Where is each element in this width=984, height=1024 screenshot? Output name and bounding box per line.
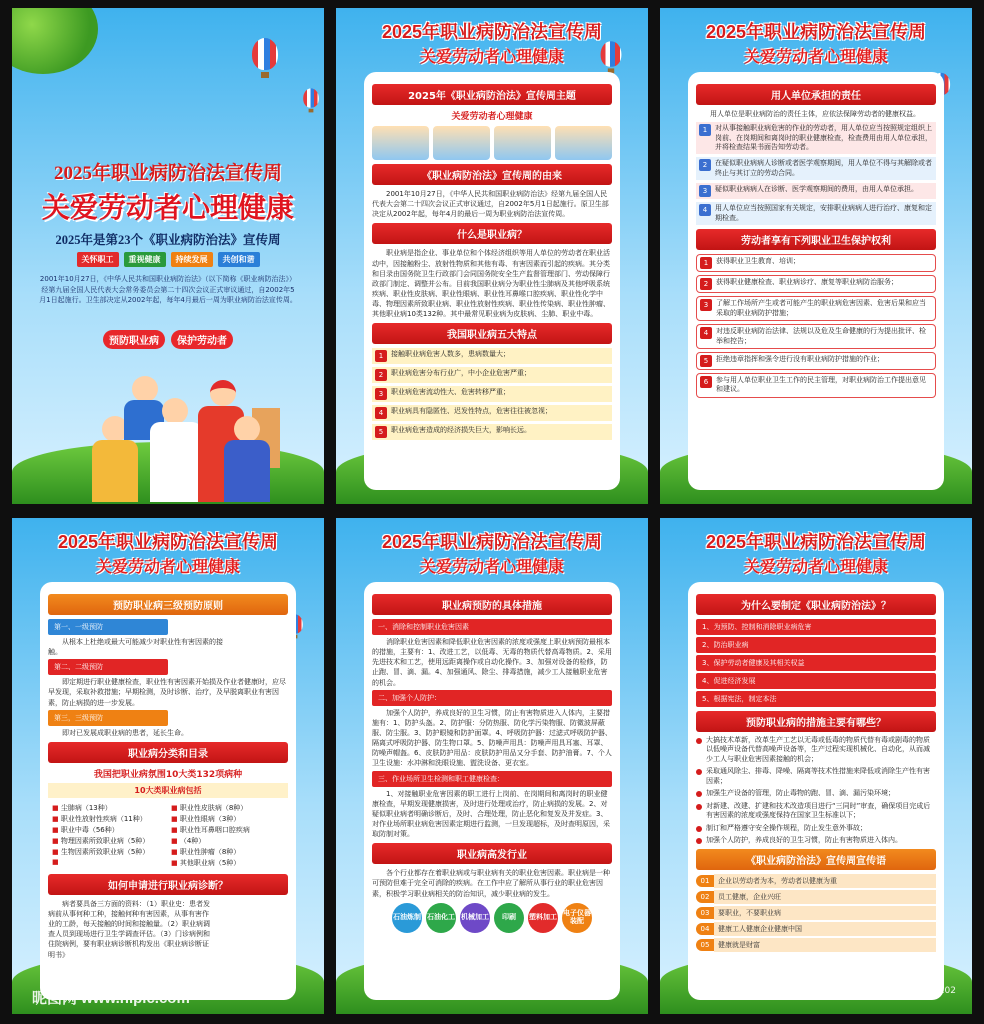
measure-item (696, 802, 936, 821)
item-text: 接触职业病危害人数多，患病数量大； (391, 350, 510, 359)
item-number: 2 (375, 369, 387, 381)
item-number: 1 (375, 350, 387, 362)
measure-item (696, 789, 936, 798)
section-bar: 什么是职业病？ (372, 223, 612, 244)
feature-item (372, 424, 612, 440)
section-bar: 《职业病防治法》宣传周的由来 (372, 164, 612, 185)
measure-item (696, 767, 936, 786)
definition-text: 职业病是指企业、事业单位和个体经济组织等用人单位的劳动者在职业活动中，因接触粉尘、放射性物质和其他有毒、有害因素而引起的疾病。其分类和目录由国务院卫生行政部门会同国务院安全生产监督管理部门、劳动保障行政部门制定、调整并公布。目前我国职业病分为职业性尘肺病及其他呼吸系统疾病、职业性皮肤病、职业性眼病、职业性耳鼻喉口腔疾病、职业性化学中毒、物理因素所致职业病、职业性放射性疾病、职业性传染病、职业性肿瘤、其他职业病10类132种。其中最常见职业病为皮肤病、尘肺、职业中毒。 (372, 249, 610, 319)
purpose-item: 3、保护劳动者健康及其相关权益 (696, 655, 936, 671)
category-item: ■ 尘肺病（13种） (52, 803, 165, 813)
category-item: ■ 职业性放射性疾病（11种） (52, 814, 165, 824)
theme-panel (336, 8, 648, 504)
balloon-icon (252, 38, 278, 70)
item-text: 在疑似职业病病人诊断或者医学观察期间，用人单位不得与其解除或者终止与其订立的劳动合同。 (715, 159, 932, 177)
item-number: 4 (699, 204, 711, 216)
tag: 共创和谐 (218, 252, 260, 267)
content-card (688, 72, 944, 490)
content-card (364, 72, 620, 490)
panel-subtitle: 关爱劳动者心理健康 (743, 559, 888, 576)
cover-panel (12, 8, 324, 504)
purpose-item: 1、为预防、控制和消除职业病危害 (696, 619, 936, 635)
section-bar: 用人单位承担的责任 (696, 84, 936, 105)
purpose-item: 2、防治职业病 (696, 637, 936, 653)
theme-illustrations (372, 126, 612, 160)
cover-description: 2001年10月27日，《中华人民共和国职业病防治法》（以下简称《职业病防治法》）经第九届全国人民代表大会常务委员会第二十四次会议正式审议通过，自2002年5月1日起施行。卫生部决定从2002年起，每年4月最后一周为职业病防治法宣传周。 (39, 275, 297, 304)
cover-title: 2025年职业病防治法宣传周 (53, 163, 282, 184)
slogan-text: 健康就是财富 (714, 938, 936, 952)
slogan-number: 01 (696, 875, 714, 887)
panel-subtitle: 关爱劳动者心理健康 (419, 559, 564, 576)
level-text: 从根本上杜绝或最大可能减少对职业性有害因素的接触。 (48, 638, 223, 657)
right-item (696, 373, 936, 398)
category-item: ■ 其他职业病（5种） (171, 858, 284, 868)
cover-headline: 关爱劳动者心理健康 (41, 193, 294, 224)
slogan-row (696, 938, 936, 952)
bullet-icon (696, 738, 702, 744)
doctor-body (150, 422, 202, 502)
panel-title: 2025年职业病防治法宣传周 (57, 532, 279, 552)
measures-panel (336, 518, 648, 1014)
bullet-icon (696, 826, 702, 832)
bullet-icon (696, 838, 702, 844)
level-label: 第一、一级预防 (48, 619, 168, 635)
category-item: ■ （4种） (171, 836, 284, 846)
industry-badge: 电子仪器装配 (562, 903, 592, 933)
slogan-number: 05 (696, 939, 714, 951)
illustration-image (494, 126, 551, 160)
bullet-icon (696, 791, 702, 797)
item-text: 拒绝违章指挥和强令进行没有职业病防护措施的作业； (716, 354, 884, 363)
theme-subtitle: 关爱劳动者心理健康 (451, 112, 533, 122)
slogan-number: 04 (696, 923, 714, 935)
image-id-text: ID:35222700 NO:20250419170905540102 (763, 986, 956, 997)
measure-item (696, 736, 936, 764)
level-label: 第二、二级预防 (48, 659, 168, 675)
feature-item (372, 386, 612, 402)
industry-badge: 塑料加工 (528, 903, 558, 933)
illustration-image (555, 126, 612, 160)
industry-text: 各个行业都存在着职业病或与职业病有关的职业危害因素。职业病是一种可预防但难于完全可消除的疾病。在工作中应了解所从事行业的职业危害因素，积极学习职业病相关的防治知识，减少职业病的发生。 (372, 869, 610, 898)
section-bar: 如何申请进行职业病诊断？ (48, 874, 288, 895)
nurse-head (234, 416, 260, 442)
prevention-panel (12, 518, 324, 1014)
item-number: 2 (700, 278, 712, 290)
item-text: 加强个人防护，养成良好的卫生习惯，防止有害物质进入体内。 (706, 835, 902, 844)
bullet-icon (696, 804, 702, 810)
bullet-icon (696, 769, 702, 775)
industry-circles (372, 903, 612, 933)
category-item: ■ 职业性眼病（3种） (171, 814, 284, 824)
section-bar: 预防职业病的措施主要有哪些？ (696, 711, 936, 732)
slogan-row (696, 874, 936, 888)
diagnosis-text: 病者要具备三方面的资料：（1）职业史：患者发病前从事何种工种，接触何种有害因素，从事有害作业的工龄，每天接触的时间和接触量。（2）职业病调查人员到现场进行卫生学调查评估。（3）门诊病例和住院病例，要有职业病诊断机构发出《职业病诊断证明书》 (48, 899, 210, 959)
item-text: 对从事接触职业病危害的作业的劳动者，用人单位应当按照规定组织上岗前、在岗期间和离岗时的职业健康检查，检查费用由用人单位承担，并将检查结果书面告知劳动者。 (715, 124, 932, 152)
level-text: 即对已发展成职业病的患者，延长生命。 (62, 728, 188, 737)
industry-badge: 石油炼制 (392, 903, 422, 933)
responsibility-panel (660, 8, 972, 504)
illustration-image (433, 126, 490, 160)
measure-text: 加强个人防护，养成良好的卫生习惯，防止有害物质进入人体内，主要措施有：1、防护头盔。2、防护服：分防热服、防化学污染物服、防微波屏蔽服、防尘服。3、防护眼镜和防护面罩。4、呼吸防护器：过滤式呼吸防护器、隔离式呼吸防护器、防生物口罩。5、防噪声用具：防噪声用具耳塞、耳罩、防噪声帽盔。6、皮肤防护用品：皮肤防护用品又分手套、防护油膏。7、个人卫生设施：水冲淋和洗眼设施、盥洗设备、更衣室。 (372, 708, 612, 768)
law-purpose-panel (660, 518, 972, 1014)
tag: 持续发展 (171, 252, 213, 267)
slogan-text: 企业以劳动者为本，劳动者以健康为重 (714, 874, 936, 888)
item-text: 大搞技术革新，改革生产工艺以无毒或低毒的物质代替有毒或剧毒的物质以低噪声设备代替高噪声设备等，生产过程实现机械化、自动化，从而减少工人与职业危害因素接触的机会； (706, 736, 930, 763)
section-bar: 《职业病防治法》宣传周宣传语 (696, 849, 936, 870)
cover-tags (12, 252, 324, 267)
item-number: 6 (700, 376, 712, 388)
item-text: 获得职业卫生教育、培训； (716, 257, 800, 266)
right-item (696, 324, 936, 349)
category-headline: 我国把职业病氛围10大类132项病种 (93, 769, 243, 780)
item-text: 采取通风除尘、排毒、降噪、隔离等技术性措施来降低或消除生产性有害因素； (706, 767, 930, 785)
slogan-row (696, 906, 936, 920)
item-number: 3 (375, 388, 387, 400)
cover-subtitle: 2025年是第23个《职业病防治法》宣传周 (55, 233, 281, 247)
content-card (40, 582, 296, 1000)
slogan-pill: 保护劳动者 (171, 330, 233, 349)
item-text: 获得职业健康检查、职业病诊疗、康复等职业病防治服务； (716, 278, 898, 287)
category-item: ■ 职业中毒（56种） (52, 825, 165, 835)
slogan-pill: 预防职业病 (103, 330, 165, 349)
watermark-text: 昵图网 www.nipic.com (32, 990, 190, 1007)
item-number: 3 (700, 299, 712, 311)
purpose-item: 5、根据宪法，制定本法 (696, 691, 936, 707)
nurse-body (224, 440, 270, 502)
panel-title: 2025年职业病防治法宣传周 (381, 532, 603, 552)
item-text: 加强生产设备的管理，防止毒物的跑、冒、滴、漏污染环境； (706, 789, 895, 798)
item-number: 5 (700, 355, 712, 367)
measure-text: 1、对接触职业危害因素的职工进行上岗前、在岗期间和离岗时的职业健康检查，早期发现健康损害，及时进行处理或治疗，防止病损的发展。2、对疑似职业病者明确诊断后，及时、合理处理，防止恶化和复发及并发症。3、对作业场所职业病危害因素定期进行监测，一旦发现超标，及时查明原因，采取防制对策。 (372, 789, 610, 839)
section-bar: 2025年《职业病防治法》宣传周主题 (372, 84, 612, 105)
section-bar: 职业病高发行业 (372, 843, 612, 864)
section-bar: 职业病分类和目录 (48, 742, 288, 763)
category-list (48, 801, 288, 870)
item-number: 2 (699, 159, 711, 171)
responsibility-item (696, 183, 936, 199)
item-number: 1 (699, 124, 711, 136)
item-text: 职业病危害造成的经济损失巨大，影响长远。 (391, 426, 531, 435)
panel-subtitle: 关爱劳动者心理健康 (95, 559, 240, 576)
measure-heading: 一、消除和控制职业危害因素 (372, 619, 612, 635)
origin-text: 2001年10月27日，《中华人民共和国职业病防治法》经第九届全国人民代表大会第二十四次会议正式审议通过，自2002年5月1日起施行。原卫生部决定从2002年起，每年4月的最后一周为职业病防治法宣传周。 (372, 190, 609, 219)
section-bar: 预防职业病三级预防原则 (48, 594, 288, 615)
item-number: 1 (700, 257, 712, 269)
worker-body (92, 440, 138, 502)
item-text: 职业病危害分布行业广，中小企业危害严重； (391, 369, 531, 378)
worker-head (132, 376, 158, 402)
item-text: 参与用人单位职业卫生工作的民主管理，对职业病防治工作提出意见和建议。 (716, 375, 926, 394)
responsibility-item (696, 122, 936, 154)
item-text: 用人单位应当按照国家有关规定，安排职业病病人进行治疗、康复和定期检查。 (715, 204, 932, 222)
purpose-item: 4、促进经济发展 (696, 673, 936, 689)
category-subtitle: 10大类职业病包括 (48, 783, 288, 798)
measure-text: 消除职业危害因素和降低职业危害因素的浓度或强度上职业病预防最根本的措施，主要有：1、改进工艺，以低毒、无毒的物质代替高毒物质。2、采用先进技术和工艺，使用远距离操作或自动化操作。3、加强对设备的检修，防止跑、冒、滴、漏。4、加强通风、除尘、排毒措施，减少工人接触职业危害的机会。 (372, 638, 612, 687)
item-text: 对新建、改建、扩建和技术改造项目进行“三同时”审查，确保项目完成后有害因素的浓度或强度保持在国家卫生标准以下； (706, 801, 931, 820)
category-item (52, 858, 165, 868)
illustration-image (372, 126, 429, 160)
content-card (364, 582, 620, 1000)
panel-title: 2025年职业病防治法宣传周 (705, 22, 927, 42)
content-card (688, 582, 944, 1000)
section-bar: 我国职业病五大特点 (372, 323, 612, 344)
item-number: 4 (700, 327, 712, 339)
workers-illustration (82, 372, 272, 502)
measure-heading: 三、作业场所卫生检测和职工健康检查： (372, 771, 612, 787)
tree-decoration (12, 8, 98, 74)
item-text: 了解工作场所产生或者可能产生的职业病危害因素、危害后果和应当采取的职业病防护措施； (716, 299, 926, 317)
item-text: 制订和严格遵守安全操作规程，防止发生意外事故； (706, 823, 867, 832)
right-item (696, 254, 936, 272)
section-bar: 职业病预防的具体措施 (372, 594, 612, 615)
category-item: ■ 职业性皮肤病（8种） (171, 803, 284, 813)
industry-badge: 印刷 (494, 903, 524, 933)
feature-item (372, 405, 612, 421)
category-item: ■ 职业性耳鼻咽口腔疾病 (171, 825, 284, 835)
tag: 重视健康 (124, 252, 166, 267)
feature-item (372, 348, 612, 364)
responsibility-item (696, 202, 936, 225)
item-text: 职业病危害流动性大、危害转移严重； (391, 388, 510, 397)
right-item (696, 352, 936, 370)
panel-title: 2025年职业病防治法宣传周 (705, 532, 927, 552)
category-item: ■ 物理因素所致职业病（5种） (52, 836, 165, 846)
category-item: ■ 职业性肿瘤（8种） (171, 847, 284, 857)
level-label: 第三，三级预防 (48, 710, 168, 726)
measure-item (696, 836, 936, 845)
item-text: 对违反职业病防治法律、法规以及危及生命健康的行为提出批评、检举和控告； (716, 327, 926, 345)
worker-head (210, 380, 236, 406)
slogan-number: 03 (696, 907, 714, 919)
slogan-text: 员工健康，企业兴旺 (714, 890, 936, 904)
panel-subtitle: 关爱劳动者心理健康 (743, 49, 888, 66)
industry-badge: 机械加工 (460, 903, 490, 933)
item-text: 疑似职业病病人在诊断、医学观察期间的费用，由用人单位承担。 (715, 185, 918, 194)
section-bar: 劳动者享有下列职业卫生保护权利 (696, 229, 936, 250)
responsibility-intro: 用人单位是职业病防治的责任主体，应依法保障劳动者的健康权益。 (710, 110, 920, 118)
slogan-row (696, 922, 936, 936)
slogan-text: 健康工人健康企业健康中国 (714, 922, 936, 936)
section-bar: 为什么要制定《职业病防治法》？ (696, 594, 936, 615)
right-item (696, 296, 936, 321)
feature-item (372, 367, 612, 383)
item-number: 4 (375, 407, 387, 419)
item-number: 3 (699, 185, 711, 197)
panel-subtitle: 关爱劳动者心理健康 (419, 49, 564, 66)
measure-item (696, 824, 936, 833)
balloon-icon (303, 88, 319, 107)
panel-title: 2025年职业病防治法宣传周 (381, 22, 603, 42)
slogan-text: 要职业，不要职业病 (714, 906, 936, 920)
slogan-row (696, 890, 936, 904)
level-text: 即定期进行职业健康检查，职业性有害因素开始损及作业者健康时，应尽早发现，采取补救措施；早期检测，及时诊断、治疗，及早脱离职业有害因素，防止病损的进一步发展。 (48, 678, 286, 707)
tag: 关怀职工 (77, 252, 119, 267)
measure-heading: 二、加强个人防护： (372, 690, 612, 706)
item-text: 职业病具有隐匿性、迟发性特点，危害往往被忽视； (391, 407, 552, 416)
responsibility-item (696, 157, 936, 180)
category-item: ■ 生物因素所致职业病（5种） (52, 847, 165, 857)
item-number: 5 (375, 426, 387, 438)
right-item (696, 275, 936, 293)
industry-badge: 石油化工 (426, 903, 456, 933)
slogan-number: 02 (696, 891, 714, 903)
cover-slogans (12, 330, 324, 349)
doctor-head (162, 398, 188, 424)
